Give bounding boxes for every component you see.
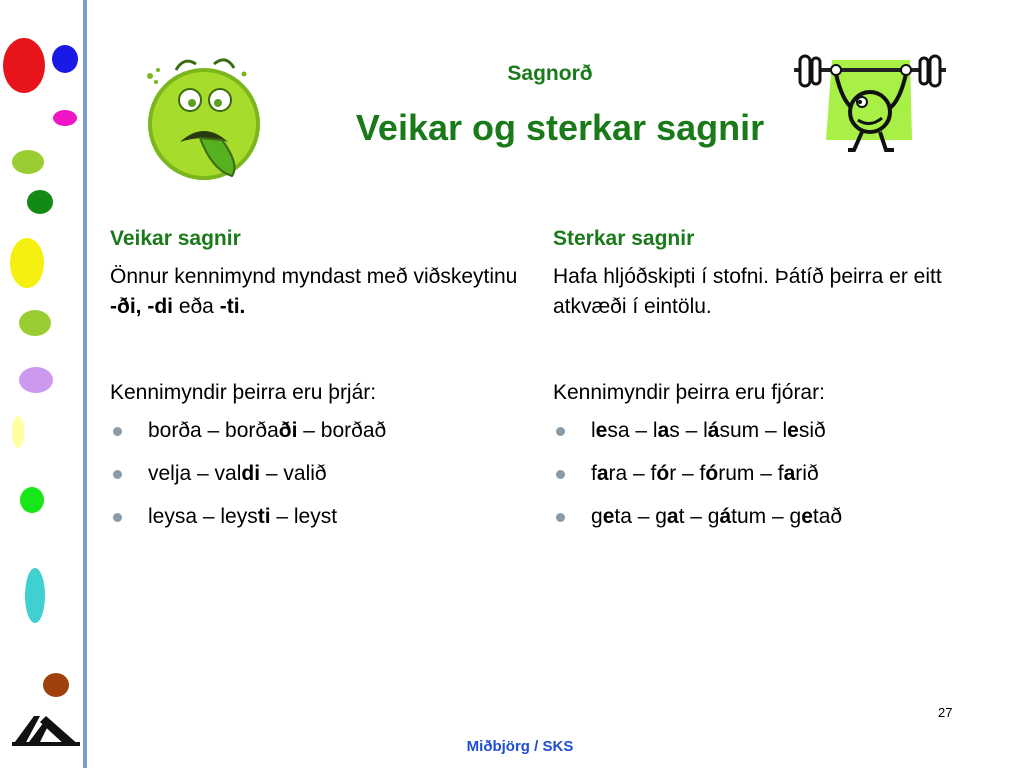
bold-text: -ti.	[219, 295, 246, 318]
text-segment: sið	[798, 419, 826, 442]
text-segment: velja – val	[148, 462, 242, 485]
text-segment: – valið	[260, 462, 327, 485]
text-segment: rum – f	[718, 462, 784, 485]
text-segment: – leyst	[270, 505, 338, 528]
bold-text: e	[595, 419, 608, 442]
text-segment: tað	[812, 505, 843, 528]
bold-text: di	[241, 462, 261, 485]
slide-title: Veikar og sterkar sagnir	[355, 107, 765, 148]
decor-dot	[27, 190, 53, 214]
text-segment: f	[591, 462, 597, 485]
text-segment: tum – g	[731, 505, 802, 528]
weightlifter-icon	[790, 50, 950, 160]
decor-dot	[3, 38, 45, 93]
list-item	[553, 502, 973, 545]
footer-text: Miðbjörg / SKS	[466, 738, 574, 755]
text-segment: borða – borða	[148, 419, 279, 442]
bold-text: a	[657, 419, 670, 442]
bold-text: -ði, -di	[110, 295, 173, 318]
sick-smiley-icon	[140, 50, 270, 190]
bold-text: e	[801, 505, 813, 528]
strong-verbs-description	[553, 262, 973, 378]
bold-text: á	[719, 505, 732, 528]
text-segment: ta – g	[614, 505, 667, 528]
page-number: 27	[938, 705, 953, 720]
text-segment: – borðað	[297, 419, 387, 442]
text-segment: r – f	[669, 462, 706, 485]
bold-text: ó	[705, 462, 719, 485]
bold-text: ði	[278, 419, 298, 442]
text-segment: s – l	[669, 419, 708, 442]
logo-icon	[10, 712, 82, 748]
weak-verbs-list	[110, 416, 530, 545]
text-segment: sum – l	[719, 419, 788, 442]
bold-text: ti	[257, 505, 271, 528]
bold-text: a	[783, 462, 796, 485]
weak-verbs-subheading: Kennimyndir þeirra eru þrjár:	[110, 381, 377, 404]
text-segment: t – g	[678, 505, 720, 528]
text-segment: Önnur kennimynd myndast með viðskeytinu	[110, 265, 518, 288]
text-segment: sa – l	[607, 419, 658, 442]
strong-verbs-list	[553, 416, 973, 545]
decor-dot	[19, 367, 53, 393]
strong-verbs-column	[553, 222, 973, 545]
list-item	[110, 459, 530, 502]
weak-verbs-description	[110, 262, 530, 378]
decor-dot	[52, 45, 78, 73]
list-item	[110, 416, 530, 459]
list-item	[110, 502, 530, 545]
slide-supertitle: Sagnorð	[507, 62, 593, 85]
bold-text: á	[707, 419, 720, 442]
bold-text: e	[602, 505, 615, 528]
decor-dot	[20, 487, 44, 513]
weak-verbs-heading: Veikar sagnir	[110, 227, 241, 250]
text-segment: ra – f	[608, 462, 657, 485]
list-item	[553, 459, 973, 502]
decor-dot	[12, 416, 24, 448]
text-segment: eða	[172, 295, 220, 318]
bold-text: e	[787, 419, 799, 442]
text-segment: Hafa hljóðskipti í stofni. Þátíð þeirra er eitt atkvæði í eintölu.	[553, 265, 942, 318]
bold-text: a	[596, 462, 609, 485]
decor-dot	[12, 150, 44, 174]
list-item	[553, 416, 973, 459]
decor-dot	[53, 110, 77, 126]
strong-verbs-heading: Sterkar sagnir	[553, 227, 695, 250]
text-segment: leysa – leys	[148, 505, 258, 528]
weak-verbs-column	[110, 222, 530, 545]
decor-dot	[25, 568, 45, 623]
strong-verbs-subheading: Kennimyndir þeirra eru fjórar:	[553, 381, 825, 404]
text-segment: rið	[795, 462, 819, 485]
decor-dot	[19, 310, 51, 336]
bold-text: a	[666, 505, 679, 528]
text-segment: l	[591, 419, 596, 442]
vertical-rule	[83, 0, 87, 768]
decor-dot	[43, 673, 69, 697]
text-segment: g	[591, 505, 603, 528]
decor-dot	[10, 238, 44, 288]
bold-text: ó	[656, 462, 670, 485]
